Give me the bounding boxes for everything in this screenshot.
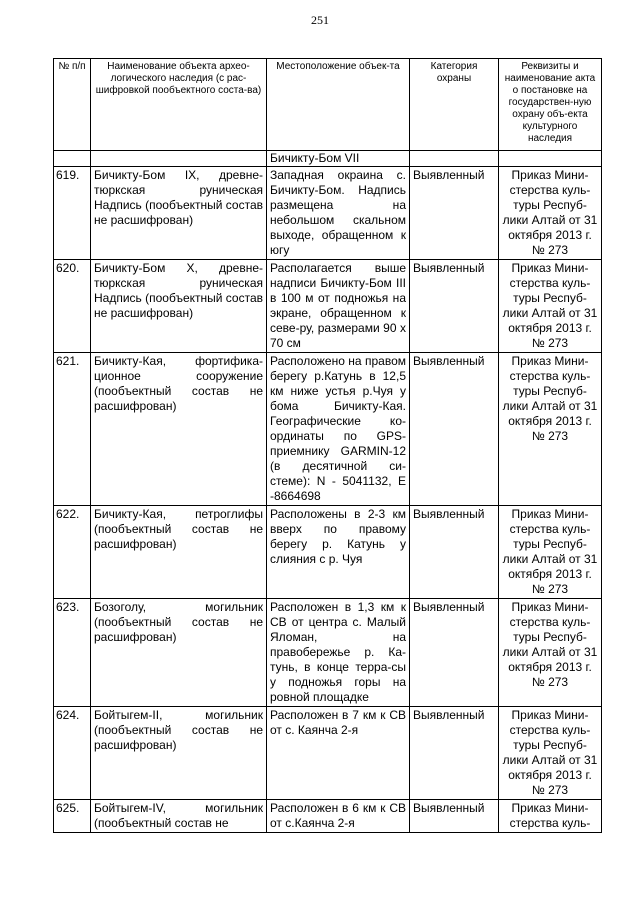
table-row (54, 800, 602, 833)
row-location: Расположен в 6 км к СВ от с.Каянча 2-я (267, 800, 410, 833)
row-num: 619. (54, 167, 91, 260)
continuation-location: Бичикту-Бом VII (267, 151, 410, 167)
row-act: Приказ Мини-стерства куль-туры Респуб-лики Алтай от 31 октября 2013 г. № 273 (499, 353, 602, 506)
row-num: 623. (54, 599, 91, 707)
row-name: Бичикту-Бом IX, древне-тюркская руническая Надпись (пообъектный состав не расшифрован) (91, 167, 267, 260)
header-category: Категория охраны (410, 59, 499, 151)
row-name: Бичикту-Бом X, древне-тюркская руническая Надпись (пообъектный состав не расшифрован) (91, 260, 267, 353)
row-num: 622. (54, 506, 91, 599)
row-category: Выявленный (410, 260, 499, 353)
row-location: Расположен в 1,3 км к СВ от центра с. Малый Яломан, на правобережье р. Ка-тунь, в конце терра-сы у подножья горы на ровной площадке (267, 599, 410, 707)
table-row (54, 707, 602, 800)
row-act: Приказ Мини-стерства куль-туры Респуб-лики Алтай от 31 октября 2013 г. № 273 (499, 707, 602, 800)
row-num: 625. (54, 800, 91, 833)
row-name: Бойтыгем-IV, могильник (пообъектный состав не (91, 800, 267, 833)
row-act: Приказ Мини-стерства куль-туры Респуб-лики Алтай от 31 октября 2013 г. № 273 (499, 260, 602, 353)
row-location: Расположен в 7 км к СВ от с. Каянча 2-я (267, 707, 410, 800)
row-name: Бичикту-Кая, петроглифы (пообъектный состав не расшифрован) (91, 506, 267, 599)
table-header-row (54, 59, 602, 151)
row-num: 621. (54, 353, 91, 506)
page-number: 251 (311, 13, 329, 27)
row-category: Выявленный (410, 800, 499, 833)
row-name: Бозоголу, могильник (пообъектный состав не расшифрован) (91, 599, 267, 707)
row-name: Бичикту-Кая, фортифика-ционное сооружение (пообъектный состав не расшифрован) (91, 353, 267, 506)
header-num: № п/п (54, 59, 91, 151)
row-num: 624. (54, 707, 91, 800)
table-row (54, 260, 602, 353)
table-row (54, 353, 602, 506)
row-num: 620. (54, 260, 91, 353)
table-row (54, 506, 602, 599)
row-location: Западная окраина с. Бичикту-Бом. Надпись размещена на небольшом скальном выходе, обращенном к югу (267, 167, 410, 260)
row-category: Выявленный (410, 353, 499, 506)
header-requisites: Реквизиты и наименование акта о постановке на государствен-ную охрану объ-екта культурного наследия (499, 59, 602, 151)
row-location: Расположены в 2-3 км вверх по правому берегу р. Катунь у слияния с р. Чуя (267, 506, 410, 599)
row-category: Выявленный (410, 707, 499, 800)
row-act: Приказ Мини-стерства куль-туры Респуб-лики Алтай от 31 октября 2013 г. № 273 (499, 599, 602, 707)
row-act: Приказ Мини-стерства куль- (499, 800, 602, 833)
row-act: Приказ Мини-стерства куль-туры Респуб-лики Алтай от 31 октября 2013 г. № 273 (499, 506, 602, 599)
table-row (54, 167, 602, 260)
header-location: Местоположение объек-та (267, 59, 410, 151)
row-category: Выявленный (410, 506, 499, 599)
table-row (54, 599, 602, 707)
row-category: Выявленный (410, 167, 499, 260)
row-location: Расположено на правом берегу р.Катунь в 12,5 км ниже устья р.Чуя у бома Бичикту-Кая. Географические ко-ординаты по GPS-приемнику GARMIN-12 (в десятичной си-стеме): N - 5041132, E -8664698 (267, 353, 410, 506)
row-act: Приказ Мини-стерства куль-туры Респуб-лики Алтай от 31 октября 2013 г. № 273 (499, 167, 602, 260)
header-name: Наименование объекта архео-логического наследия (с рас-шифровкой пообъектного соста-ва) (91, 59, 267, 151)
row-category: Выявленный (410, 599, 499, 707)
continuation-row (54, 151, 602, 167)
row-name: Бойтыгем-II, могильник (пообъектный состав не расшифрован) (91, 707, 267, 800)
heritage-table (53, 58, 602, 833)
row-location: Располагается выше надписи Бичикту-Бом III в 100 м от подножья на экране, обращенном к севе-ру, размерами 90 х 70 см (267, 260, 410, 353)
